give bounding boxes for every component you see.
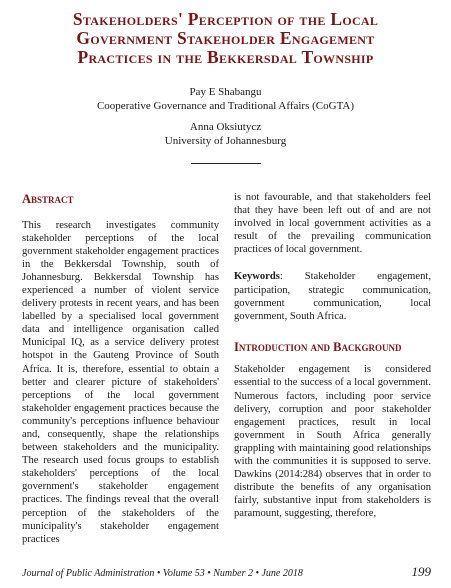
- author-affiliation: Cooperative Governance and Traditional Affairs (CoGTA): [96, 99, 355, 112]
- title-line-2: Government Stakeholder Engagement: [76, 28, 375, 48]
- right-column: [234, 191, 431, 520]
- author-name: Pay E Shabangu: [189, 86, 262, 98]
- title-line-3: Practices in the Bekkersdal Township: [77, 47, 374, 67]
- page-number: 199: [411, 564, 431, 579]
- introduction-heading: Introduction and Background: [234, 339, 402, 354]
- journal-footer: Journal of Public Administration • Volume 53 • Number 2 • June 2018: [22, 568, 303, 579]
- author-block-2: [0, 121, 451, 148]
- title-divider: [191, 163, 261, 164]
- author-block-1: [0, 86, 451, 113]
- keywords-label: Keywords: [234, 271, 280, 283]
- abstract-text-continued: is not favourable, and that stakeholders feel that they have been left out of and are not involved in local government activities as a result of the prevailing communication practices of local government.: [234, 192, 431, 256]
- abstract-heading: Abstract: [22, 192, 74, 206]
- left-column: [22, 193, 219, 546]
- keywords: [234, 270, 431, 322]
- author-name: Anna Oksiutycz: [189, 121, 262, 133]
- article-title: [14, 10, 437, 67]
- title-line-1: Stakeholders' Perception of the Local: [72, 9, 379, 29]
- introduction-text: Stakeholder engagement is considered essential to the success of a local government. Numerous factors, including poor service delivery, corruption and poor stakeholder engagement practices, result in local government in South Africa generally grappling with maintaining good relationships with the communities it is supposed to serve. Dawkins (2014:284) observes that in order to distribute the benefits of any organisation fairly, substantive input from stakeholders is paramount, suggesting, therefore,: [234, 364, 431, 520]
- abstract-text: This research investigates community stakeholder perceptions of the local government stakeholder engagement practices in the Bekkersdal Township, south of Johannesburg. Bekkersdal Township has experienced a number of violent service delivery protests in recent years, and has been labelled by a specialised local government data and intelligence organisation called Municipal IQ, as a service delivery protest hotspot in the Gauteng Province of South Africa. It is, therefore, essential to obtain a better and clearer picture of stakeholders' perceptions of the local government stakeholder engagement practices because the community's perceptions influence behaviour and, consequently, shape the relationships between stakeholders and the municipality. The research used focus groups to establish stakeholders' perceptions of the local government's stakeholder engagement practices. The findings reveal that the overall perception of the stakeholders of the municipality's stakeholder engagement practices: [22, 219, 219, 545]
- author-affiliation: University of Johannesburg: [164, 134, 287, 147]
- keywords-text: : Stakeholder engagement, participation, strategic communication, government communication, local government, South Africa.: [234, 271, 431, 322]
